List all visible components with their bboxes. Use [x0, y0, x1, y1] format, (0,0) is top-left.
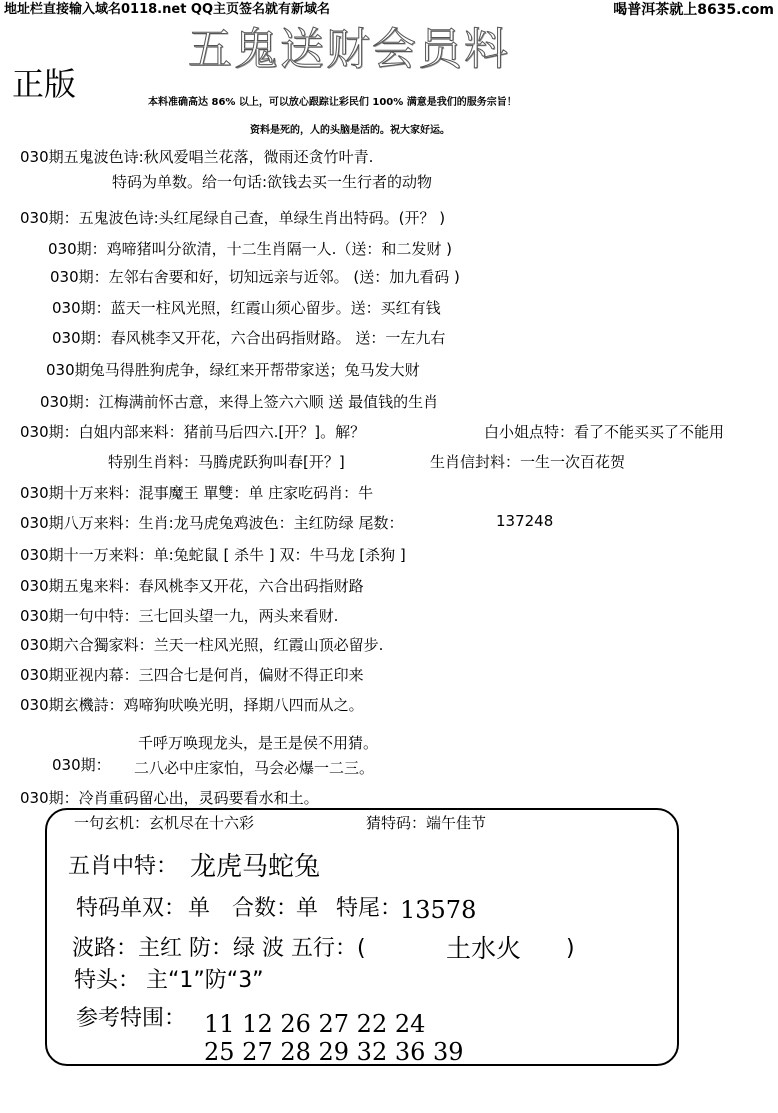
text-line: 030期八万来料：生肖:龙马虎兔鸡波色：主红防绿 尾数：	[20, 514, 404, 532]
text-line: 030期：春风桃李又开花，六合出码指财路。 送：一左九右	[52, 329, 446, 347]
text-line: 030期：江梅满前怀古意，来得上签六六顺 送 最值钱的生肖	[40, 393, 439, 411]
header-left-notice: 地址栏直接输入域名0118.net QQ主页签名就有新域名	[4, 2, 331, 17]
text-line: 030期十万来料：混事魔王 單雙：单 庄家吃码肖：牛	[20, 484, 374, 502]
odd-even-value: 单	[188, 896, 211, 921]
text-line: 030期六合獨家料：兰天一柱风光照，红霞山顶必留步.	[20, 636, 384, 654]
header-right-notice: 喝普洱茶就上8635.com	[613, 2, 774, 18]
text-line: 030期：白姐内部来料：猪前马后四六.[开？]。解？	[20, 423, 366, 441]
text-line: 二八必中庄家怕，马会必爆一二三。	[134, 759, 375, 777]
tail-numbers: 137248	[496, 512, 554, 530]
text-line: 030期：鸡啼猪叫分欲清，十二生肖隔一人.（送：和二发财 )	[48, 240, 453, 258]
text-line: 030期：左邻右舍要和好，切知远亲与近邻。 (送：加九看码 )	[50, 268, 460, 286]
wave-value: 主红 防：绿 波 五行：(	[138, 936, 366, 961]
riddle-line: 一句玄机：玄机尽在十六彩	[74, 814, 255, 832]
text-line: 特码为单数。给一句话:欲钱去买一生行者的动物	[112, 173, 433, 191]
text-line: 生肖信封料：一生一次百花贺	[430, 453, 626, 471]
guess-line: 猜特码：端午佳节	[366, 814, 487, 832]
ref-label: 参考特围：	[76, 1006, 187, 1031]
text-line: 030期：冷肖重码留心出，灵码要看水和土。	[20, 789, 319, 807]
sum-label: 合数：	[232, 896, 299, 921]
text-line: 千呼万唤现龙头，是王是侯不用猜。	[138, 734, 379, 752]
text-line: 030期五鬼来料：春风桃李又开花，六合出码指财路	[20, 577, 364, 595]
text-line: 030期十一万来料：单:兔蛇鼠 [ 杀牛 ] 双：牛马龙 [杀狗 ]	[20, 546, 406, 564]
text-line: 030期玄機詩：鸡啼狗吠唤光明，择期八四而从之。	[20, 696, 364, 714]
text-line: 030期兔马得胜狗虎争，绿红来开帮带家送；兔马发大财	[46, 361, 420, 379]
tail-label: 特尾：	[336, 896, 403, 921]
text-line: 030期亚视内幕：三四合七是何肖，偏财不得正印来	[20, 666, 364, 684]
head-label: 特头：	[74, 968, 141, 993]
intro-line: 资料是死的，人的头脑是活的。祝大家好运。	[250, 125, 450, 136]
five-zodiac-label: 五肖中特：	[68, 854, 179, 879]
head-value: 主“1”防“3”	[146, 968, 264, 993]
text-line: 030期：蓝天一柱风光照，红霞山须心留步。送：买红有钱	[52, 299, 441, 317]
ref-numbers-row: 25 27 28 29 32 36 39	[204, 1038, 464, 1066]
ref-numbers-row: 11 12 26 27 22 24	[204, 1010, 426, 1038]
five-zodiac-value: 龙虎马蛇兔	[190, 852, 321, 882]
five-elements: 土水火	[446, 934, 522, 963]
odd-even-label: 特码单双：	[76, 896, 187, 921]
edition-label: 正版	[12, 65, 77, 103]
intro-line: 本料准确高达 86% 以上，可以放心跟踪让彩民们 100% 满意是我们的服务宗旨！	[148, 97, 517, 108]
sum-value: 单	[296, 896, 319, 921]
close-paren: )	[566, 936, 575, 961]
tail-value: 13578	[400, 896, 477, 924]
text-line: 030期五鬼波色诗:秋风爱唱兰花落，微雨还贪竹叶青.	[20, 148, 374, 166]
text-line: 030期：	[52, 756, 111, 774]
text-line: 特别生肖料：马腾虎跃狗叫春[开？]	[108, 453, 345, 471]
page-title: 五鬼送财会员料	[188, 24, 510, 75]
wave-label: 波路：	[72, 936, 139, 961]
text-line: 白小姐点特：看了不能买买了不能用	[484, 423, 725, 441]
text-line: 030期：五鬼波色诗:头红尾绿自己查，单绿生肖出特码。(开？ )	[20, 209, 446, 227]
text-line: 030期一句中特：三七回头望一九，两头来看财.	[20, 607, 339, 625]
